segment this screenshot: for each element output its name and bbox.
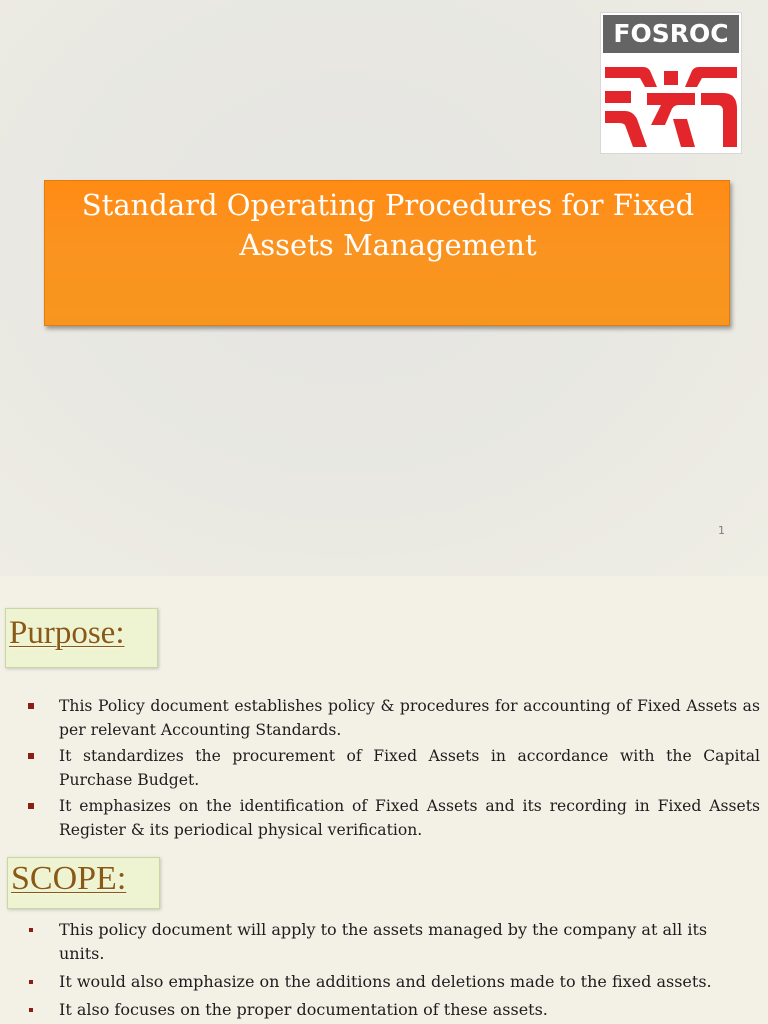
- scope-bullet-3: It also focuses on the proper documentation of these assets.: [0, 998, 768, 1022]
- purpose-list: [0, 694, 768, 844]
- scope-heading-box: [7, 857, 160, 909]
- scope-bullet-2: It would also emphasize on the additions and deletions made to the fixed assets.: [0, 970, 768, 994]
- scope-heading: SCOPE:: [11, 860, 127, 897]
- scope-bullet-1: This policy document will apply to the assets managed by the company at all its units.: [0, 918, 768, 966]
- scope-list: [0, 918, 768, 1024]
- logo-wordmark-bar: [603, 15, 739, 53]
- purpose-bullet-1: This Policy document establishes policy & procedures for accounting of Fixed Assets as per relevant Accounting Standards.: [0, 694, 768, 742]
- fosroc-logo: [600, 12, 742, 154]
- purpose-bullet-3: It emphasizes on the identification of Fixed Assets and its recording in Fixed Assets Register & its periodical physical verification.: [0, 794, 768, 842]
- purpose-heading: Purpose:: [9, 615, 125, 651]
- title-box: [44, 180, 730, 326]
- fosroc-logo-mark-icon: [603, 57, 739, 151]
- title-line-2: Assets Management: [239, 228, 537, 262]
- logo-wordmark: FOSROC: [613, 19, 729, 48]
- purpose-bullet-2: It standardizes the procurement of Fixed Assets in accordance with the Capital Purchase Budget.: [0, 744, 768, 792]
- slide-title: [55, 185, 721, 265]
- purpose-scope-slide: [0, 576, 768, 1024]
- slide-number: 1: [718, 524, 725, 537]
- title-line-1: Standard Operating Procedures for Fixed: [81, 188, 695, 222]
- purpose-heading-box: [5, 608, 158, 668]
